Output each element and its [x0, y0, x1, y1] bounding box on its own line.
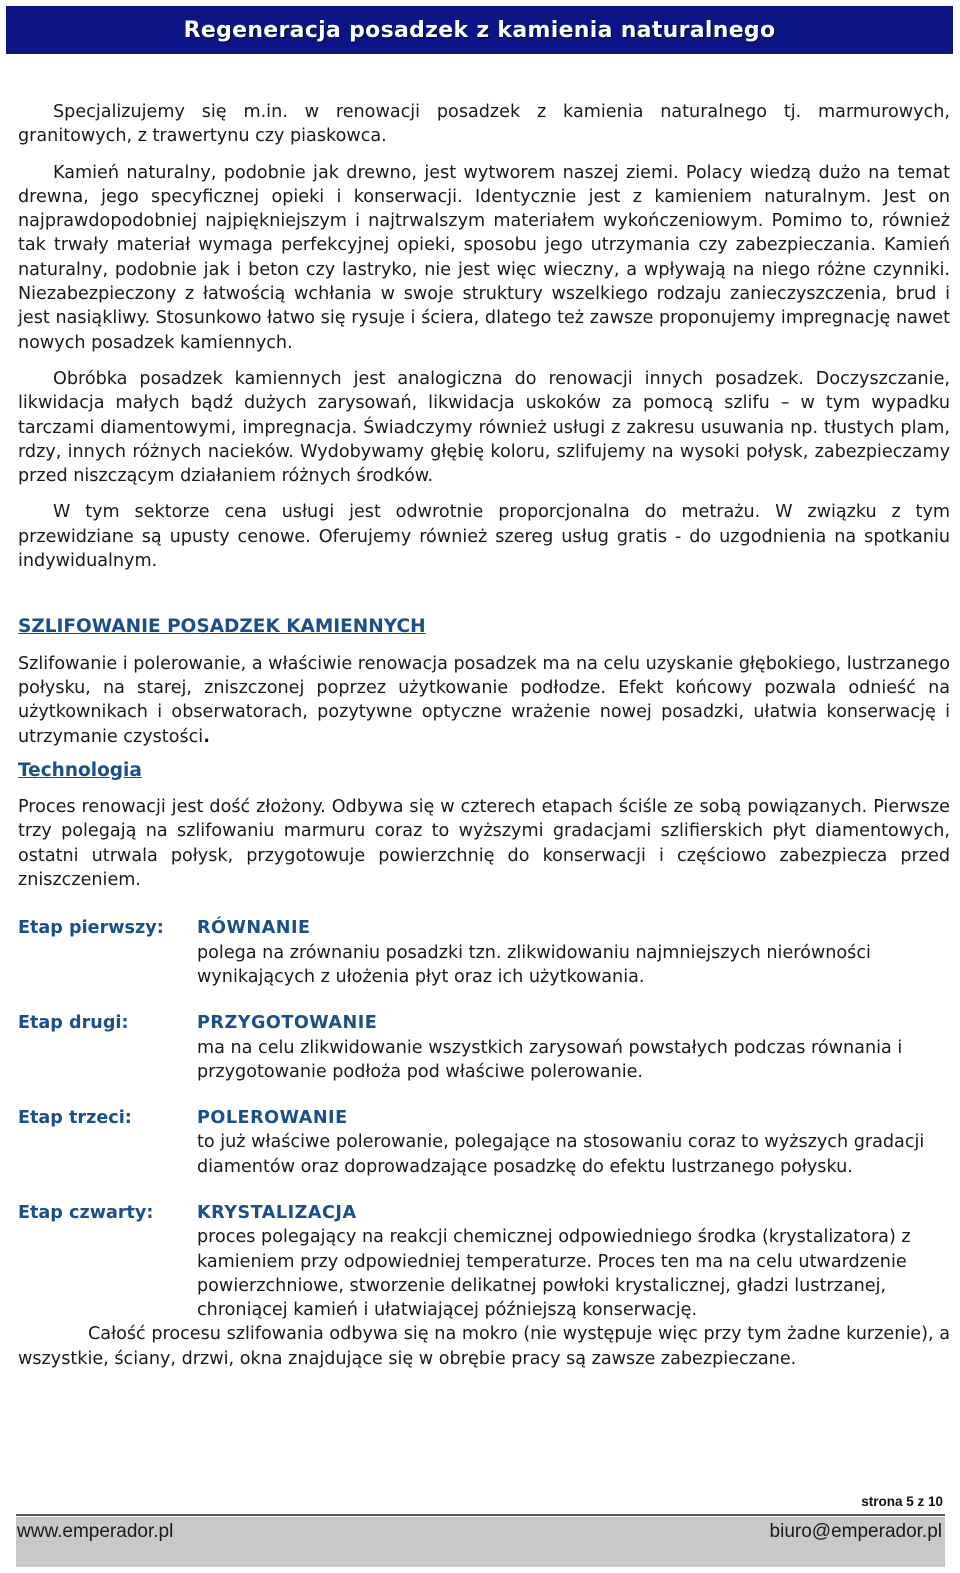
email-link[interactable]: biuro@emperador.pl — [769, 1521, 942, 1542]
intro-paragraph-1: Specjalizujemy się m.in. w renowacji posadzek z kamienia naturalnego tj. marmurowych, granitowych, z trawertynu czy piaskowca. — [18, 102, 950, 147]
intro-paragraph-2: Kamień naturalny, podobnie jak drewno, jest wytworem naszej ziemi. Polacy wiedzą dużo na temat drewna, jego specyficznej opieki i konserwacji. Identycznie jest z kamieniem naturalnym. Jest on najprawdopodobniej najpiękniejszym i najtrwalszym materiałem wykończeniowym. Pomimo to, również tak trwały materiał wymaga perfekcyjnej opieki, sposobu jego utrzymania czy zabezpieczania. Kamień naturalny, podobnie jak i beton czy lastryko, nie jest więc wieczny, a wpływają na niego różne czynniki. Niezabezpieczony z łatwością wchłania w swoje struktury wszelkiego rodzaju zanieczyszczenia, brud i jest nasiąkliwy. Stosunkowo łatwo się rysuje i ściera, dlatego też zawsze proponujemy impregnację nawet nowych posadzek kamiennych. — [18, 162, 950, 353]
stage-description: ma na celu zlikwidowanie wszystkich zarysowań powstałych podczas równania i przygotowanie podłoża pod właściwe polerowanie. — [197, 1037, 903, 1082]
intro-paragraph-3: Obróbka posadzek kamiennych jest analogiczna do renowacji innych posadzek. Doczyszczanie, likwidacja małych bądź dużych zarysowań, likwidacja uskoków za pomocą szlifu – w tym wypadku tarczami diamentowymi, impregnacja. Świadczymy również usługi z zakresu usuwania np. tłustych plam, rdzy, innych różnych nacieków. Wydobywamy głębię koloru, szlifujemy na wysoki połysk, zabezpieczamy przed niszczącym działaniem różnych środków. — [18, 368, 950, 487]
section-intro-text: Szlifowanie i polerowanie, a właściwie renowacja posadzek ma na celu uzyskanie głębokiego, lustrzanego połysku, na starej, zniszczonej poprzez użytkowanie podłodze. Efekt końcowy pozwala odnieść na użytkownikach i obserwatorach, pozytywne optyczne wrażenie nowej posadzki, ułatwia konserwację i utrzymanie czystości — [18, 653, 950, 747]
technology-paragraph: Proces renowacji jest dość złożony. Odbywa się w czterech etapach ściśle ze sobą powiązanych. Pierwsze trzy polegają na szlifowaniu marmuru coraz to wyższymi gradacjami szlifierskich płyt diamentowych, ostatni utrwala połysk, przygotowuje powierzchnię do konserwacji i częściowo zabezpiecza przed zniszczeniem. — [18, 797, 950, 891]
stage-item — [18, 1011, 950, 1084]
intro-paragraph-4: W tym sektorze cena usługi jest odwrotnie proporcjonalna do metrażu. W związku z tym przewidziane są upusty cenowe. Oferujemy również szereg usług gratis - do uzgodnienia na spotkaniu indywidualnym. — [18, 502, 950, 572]
stage-name: POLEROWANIE — [197, 1108, 348, 1129]
section-heading-link[interactable]: SZLIFOWANIE POSADZEK KAMIENNYCH — [18, 616, 426, 638]
stage-description: to już właściwe polerowanie, polegające na stosowaniu coraz to wyższych gradacji diamentów oraz doprowadzające posadzkę do efektu lustrzanego połysku. — [197, 1132, 925, 1177]
stage-item — [18, 1106, 950, 1179]
document-body — [18, 100, 950, 1371]
stage-label: Etap czwarty: — [18, 1202, 154, 1223]
stage-body — [197, 916, 950, 989]
stage-item — [18, 916, 950, 989]
stage-name: RÓWNANIE — [197, 918, 311, 939]
stage-label: Etap trzeci: — [18, 1108, 132, 1129]
page-title: Regeneracja posadzek z kamienia naturalnego — [183, 17, 776, 43]
stage-body — [197, 1201, 950, 1322]
stage-body — [197, 1011, 950, 1084]
stages-list — [18, 916, 950, 1322]
section-intro-end: . — [203, 726, 210, 747]
footer-divider — [16, 1514, 945, 1516]
closing-paragraph: Całość procesu szlifowania odbywa się na mokro (nie występuje więc przy tym żadne kurzenie), a wszystkie, ściany, drzwi, okna znajdujące się w obrębie pracy są zawsze zabezpieczane. — [18, 1324, 950, 1369]
technology-heading-link[interactable]: Technologia — [18, 759, 142, 781]
stage-label: Etap drugi: — [18, 1013, 129, 1034]
page-number: strona 5 z 10 — [861, 1494, 943, 1509]
stage-description: polega na zrównaniu posadzki tzn. zlikwidowaniu najmniejszych nierówności wynikających z ułożenia płyt oraz ich użytkowania. — [197, 942, 871, 987]
section-intro-paragraph — [18, 652, 950, 749]
stage-label: Etap pierwszy: — [18, 918, 164, 939]
stage-description: proces polegający na reakcji chemicznej odpowiedniego środka (krystalizatora) z kamieniem przy odpowiedniej temperaturze. Proces ten ma na celu utwardzenie powierzchniowe, stworzenie delikatnej powłoki krystalicznej, gładzi lustrzanej, chroniącej kamień i ułatwiającej późniejszą konserwację. — [197, 1227, 911, 1321]
stage-name: PRZYGOTOWANIE — [197, 1013, 378, 1034]
stage-name: KRYSTALIZACJA — [197, 1202, 357, 1223]
website-link[interactable]: www.emperador.pl — [17, 1521, 174, 1542]
stage-item — [18, 1201, 950, 1322]
header-band — [6, 6, 953, 54]
stage-body — [197, 1106, 950, 1179]
